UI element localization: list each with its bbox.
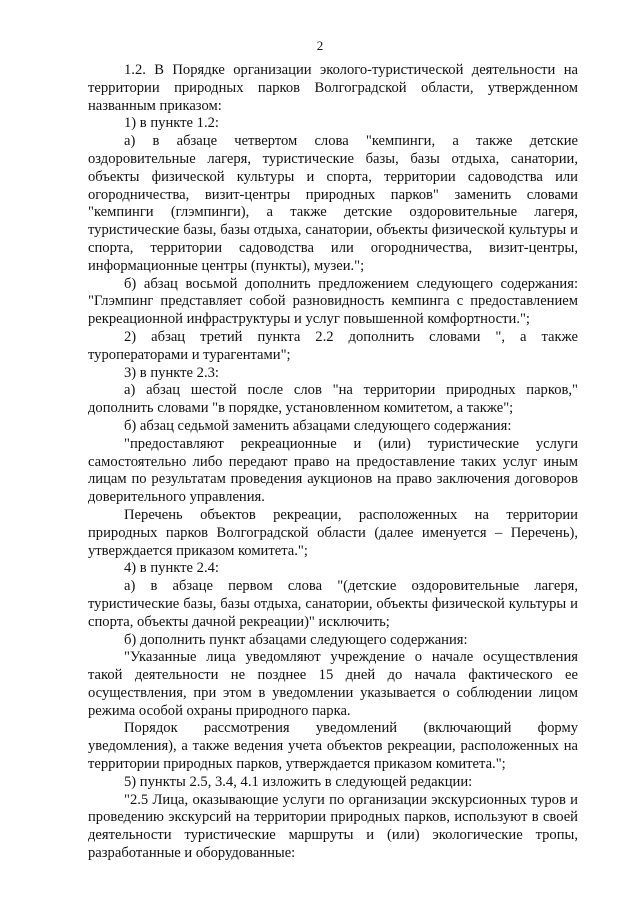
paragraph-item-1b: б) абзац восьмой дополнить предложением следующего содержания: "Глэмпинг представляет собой разновидность кемпинга с предоставлением рекреационной инфраструктуры и услуг повышенной комфортности.";	[88, 275, 578, 328]
page-number: 2	[316, 38, 324, 53]
paragraph-item-3a: а) абзац шестой после слов "на территории природных парков," дополнить словами "в порядке, установленном комитетом, а также";	[88, 382, 578, 417]
paragraph-quote-2-5: "2.5 Лица, оказывающие услуги по организации экскурсионных туров и проведению экскурсий на территории природных парков, используют в своей деятельности туристические маршруты и (или) экологические тропы, разработанные и оборудованные:	[88, 791, 578, 862]
paragraph-quote-list: Перечень объектов рекреации, расположенных на территории природных парков Волгоградской области (далее именуется – Перечень), утверждается приказом комитета.";	[88, 506, 578, 559]
document-body	[88, 62, 578, 863]
paragraph-item-4: 4) в пункте 2.4:	[124, 560, 219, 577]
paragraph-item-2: 2) абзац третий пункта 2.2 дополнить словами ", а также туроператорами и турагентами";	[88, 328, 578, 363]
paragraph-quote-procedure: Порядок рассмотрения уведомлений (включающий форму уведомления), а также ведения учета объектов рекреации, расположенных на территории природных парков, утверждается приказом комитета.";	[88, 720, 578, 773]
paragraph-item-5: 5) пункты 2.5, 3.4, 4.1 изложить в следующей редакции:	[124, 773, 473, 790]
paragraph-item-4b: б) дополнить пункт абзацами следующего содержания:	[124, 631, 468, 648]
paragraph-quote-services: "предоставляют рекреационные и (или) туристические услуги самостоятельно либо передают право на предоставление таких услуг иным лицам по результатам проведения аукционов на право заключения договоров доверительного управления.	[88, 435, 578, 506]
paragraph-item-1: 1) в пункте 1.2:	[124, 115, 219, 132]
paragraph-item-4a: а) в абзаце первом слова "(детские оздоровительные лагеря, туристические базы, базы отдыха, санатории, объекты физической культуры и спорта, объекты дачной рекреации)" исключить;	[88, 578, 578, 630]
paragraph-item-3b: б) абзац седьмой заменить абзацами следующего содержания:	[124, 417, 512, 434]
paragraph-item-3: 3) в пункте 2.3:	[124, 364, 219, 381]
paragraph-item-1a: а) в абзаце четвертом слова "кемпинги, а также детские оздоровительные лагеря, туристические базы, базы отдыха, санатории, объекты физической культуры и спорта, территории садоводства или огородничества, визит-центры природных парков" заменить словами "кемпинги (глэмпинги), а также детские оздоровительные лагеря, туристические базы, базы отдыха, санатории, объекты физической культуры и спорта, территории садоводства или огородничества, визит-центры, информационные центры (пункты), музеи.";	[88, 133, 578, 274]
paragraph-quote-notice: "Указанные лица уведомляют учреждение о начале осуществления такой деятельности не позднее 15 дней до начала фактического ее осуществления, при этом в уведомлении указывается о соблюдении лицом режима особой охраны природного парка.	[88, 649, 578, 719]
paragraph-1-2-intro: 1.2. В Порядке организации эколого-туристической деятельности на территории природных парков Волгоградской области, утвержденном названным приказом:	[88, 62, 578, 114]
